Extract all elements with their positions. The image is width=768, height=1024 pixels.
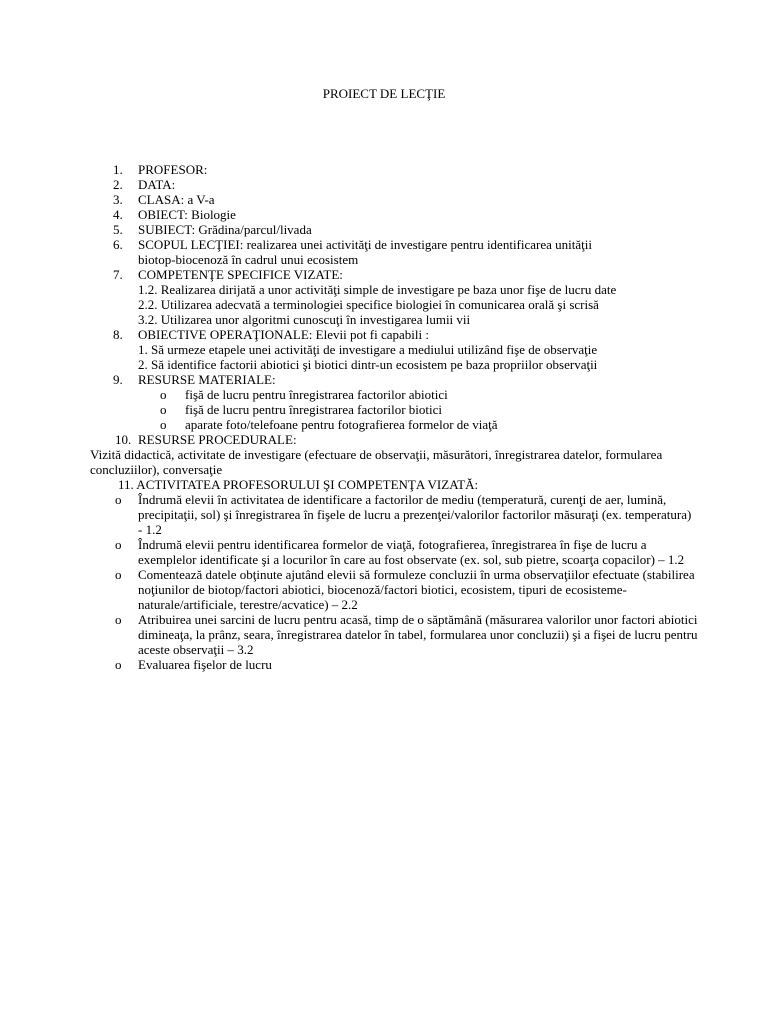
bullet-marker: o xyxy=(115,492,122,507)
list-item-resurse-procedurale xyxy=(0,432,768,447)
obiectiv-line: 2. Să identifice factorii abiotici şi biotici dintr-un ecosistem pe baza propriilor observaţii xyxy=(138,357,598,372)
competenta-line: 2.2. Utilizarea adecvată a terminologiei specifice biologiei în comunicarea orală şi scrisă xyxy=(138,297,599,312)
bullet-item xyxy=(0,402,768,417)
resurse-procedurale-text: Vizită didactică, activitate de investigare (efectuare de observaţii, măsurători, înregistrarea datelor, formularea concluziilor), conversaţie xyxy=(90,447,663,477)
activity-item xyxy=(0,492,698,537)
section-11-heading: 11. ACTIVITATEA PROFESORULUI ŞI COMPETENŢA VIZATĂ: xyxy=(118,477,479,492)
bullet-item xyxy=(0,417,768,432)
list-item-subiect xyxy=(0,222,768,237)
list-item-scopul-lectiei xyxy=(0,237,768,252)
item-number: 2. xyxy=(113,177,123,192)
item-text: RESURSE PROCEDURALE: xyxy=(138,432,297,447)
list-item-profesor xyxy=(0,162,768,177)
activity-text: Atribuirea unei sarcini de lucru pentru acasă, timp de o săptămână (măsurarea valorilor unor factori abiotici dimineaţa, la prânz, seara, înregistrarea datelor în tabel, formularea unor concluzii) şi a fişei de lucru pentru aceste observaţii – 3.2 xyxy=(138,612,698,657)
item-text: OBIECTIVE OPERAŢIONALE: Elevii pot fi capabili : xyxy=(138,327,430,342)
item-number: 9. xyxy=(113,372,123,387)
item-text: OBIECT: Biologie xyxy=(138,207,236,222)
list-item-resurse-materiale xyxy=(0,372,768,387)
bullet-text: fişă de lucru pentru înregistrarea factorilor biotici xyxy=(185,402,443,417)
item-text: RESURSE MATERIALE: xyxy=(138,372,276,387)
item-number: 4. xyxy=(113,207,123,222)
bullet-marker: o xyxy=(115,567,122,582)
item-number: 10. xyxy=(115,432,132,447)
bullet-marker: o xyxy=(115,612,122,627)
item-text: COMPETENŢE SPECIFICE VIZATE: xyxy=(138,267,343,282)
lesson-plan-list xyxy=(0,162,768,672)
activity-item xyxy=(0,657,698,672)
activity-item xyxy=(0,612,698,657)
activity-item xyxy=(0,537,698,567)
item-text: SUBIECT: Grădina/parcul/livada xyxy=(138,222,312,237)
item-number: 1. xyxy=(113,162,123,177)
list-item-obiect xyxy=(0,207,768,222)
obiectiv-line: 1. Să urmeze etapele unei activităţi de investigare a mediului utilizând fişe de observaţie xyxy=(138,342,598,357)
item-text: PROFESOR: xyxy=(138,162,208,177)
list-item-competente xyxy=(0,267,768,282)
bullet-marker: o xyxy=(160,417,167,432)
list-item-clasa xyxy=(0,192,768,207)
activity-text: Îndrumă elevii pentru identificarea formelor de viaţă, fotografierea, înregistrarea în fişe de lucru a exemplelor identificate şi a locurilor în care au fost observate (ex. sol, sub pietre, scoarţa copacilor) – 1.2 xyxy=(138,537,685,567)
list-item-data xyxy=(0,177,768,192)
item-number: 6. xyxy=(113,237,123,252)
bullet-text: fişă de lucru pentru înregistrarea factorilor abiotici xyxy=(185,387,448,402)
activity-text: Îndrumă elevii în activitatea de identificare a factorilor de mediu (temperatură, curenţi de aer, lumină, precipitaţii, sol) şi înregistrarea în fişele de lucru a prezenţei/valorilor factorilor măsuraţi (ex. temperatura) - 1.2 xyxy=(138,492,692,537)
competenta-line: 3.2. Utilizarea unor algoritmi cunoscuţi în investigarea lumii vii xyxy=(138,312,471,327)
bullet-marker: o xyxy=(115,657,122,672)
document-title: PROIECT DE LECŢIE xyxy=(322,86,446,101)
bullet-marker: o xyxy=(160,387,167,402)
bullet-marker: o xyxy=(115,537,122,552)
item-number: 8. xyxy=(113,327,123,342)
item-text: DATA: xyxy=(138,177,176,192)
activity-text: Comentează datele obţinute ajutând elevii să formuleze concluzii în urma observaţiilor efectuate (stabilirea noţiunilor de biotop/factori abiotici, biocenoză/factori biotici, ecosistem, tipuri de ecosisteme- naturale/artificiale, terestre/acvatice) – 2.2 xyxy=(138,567,695,612)
list-item-obiective xyxy=(0,327,768,342)
item-number: 7. xyxy=(113,267,123,282)
item-number: 5. xyxy=(113,222,123,237)
bullet-marker: o xyxy=(160,402,167,417)
item-number: 3. xyxy=(113,192,123,207)
item-text: CLASA: a V-a xyxy=(138,192,215,207)
bullet-item xyxy=(0,387,768,402)
scop-continuation: biotop-biocenoză în cadrul unui ecosistem xyxy=(138,252,359,267)
item-text: SCOPUL LECŢIEI: realizarea unei activităţi de investigare pentru identificarea unităţii xyxy=(138,237,592,252)
activity-text: Evaluarea fişelor de lucru xyxy=(138,657,272,672)
bullet-text: aparate foto/telefoane pentru fotografierea formelor de viaţă xyxy=(185,417,498,432)
competenta-line: 1.2. Realizarea dirijată a unor activităţi simple de investigare pe baza unor fişe de lucru date xyxy=(138,282,617,297)
activity-item xyxy=(0,567,698,612)
